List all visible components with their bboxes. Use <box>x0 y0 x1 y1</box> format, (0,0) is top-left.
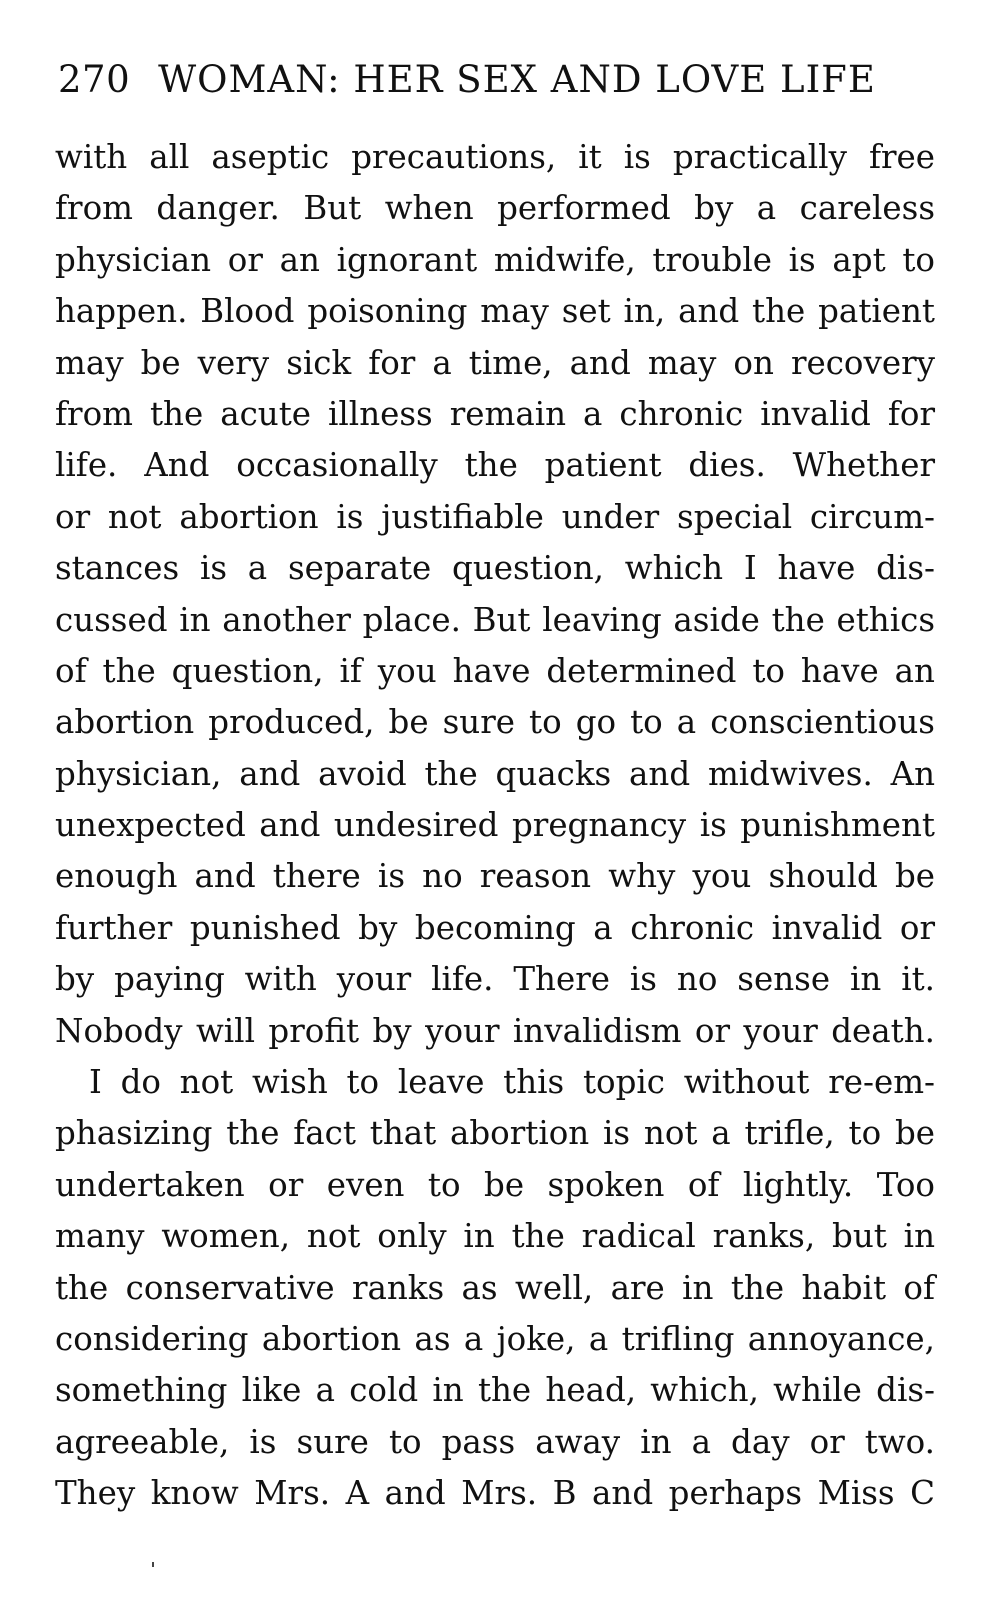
body-text <box>55 132 935 1520</box>
text-line: physician, and avoid the quacks and midwives. An <box>55 754 935 793</box>
text-line: from danger. But when performed by a careless <box>55 189 935 228</box>
paragraph-start-line: I do not wish to leave this topic without re-em- <box>89 1063 935 1102</box>
running-head <box>58 52 938 108</box>
text-line: or not abortion is justifiable under special circum- <box>55 497 935 536</box>
text-line: stances is a separate question, which I have dis- <box>55 549 935 588</box>
text-line: by paying with your life. There is no sense in it. <box>55 960 935 999</box>
text-line: cussed in another place. But leaving aside the ethics <box>55 600 935 639</box>
text-line: happen. Blood poisoning may set in, and the patient <box>55 292 935 331</box>
text-line: phasizing the fact that abortion is not a trifle, to be <box>55 1114 935 1153</box>
text-line: from the acute illness remain a chronic invalid for <box>55 394 935 433</box>
text-line: something like a cold in the head, which, while dis- <box>55 1371 935 1410</box>
page-number: 270 <box>58 58 131 101</box>
text-line: agreeable, is sure to pass away in a day or two. <box>55 1422 935 1461</box>
text-line: Nobody will profit by your invalidism or your death. <box>55 1011 935 1050</box>
text-line: further punished by becoming a chronic invalid or <box>55 908 935 947</box>
book-title: WOMAN: HER SEX AND LOVE LIFE <box>158 58 876 101</box>
text-line: They know Mrs. A and Mrs. B and perhaps Miss C <box>55 1474 935 1513</box>
text-line: abortion produced, be sure to go to a conscientious <box>55 703 935 742</box>
text-line: enough and there is no reason why you should be <box>55 857 935 896</box>
text-line: unexpected and undesired pregnancy is punishment <box>55 806 935 845</box>
text-line: may be very sick for a time, and may on recovery <box>55 343 935 382</box>
text-line: of the question, if you have determined to have an <box>55 651 935 690</box>
text-line: considering abortion as a joke, a trifling annoyance, <box>55 1319 935 1358</box>
text-line: with all aseptic precautions, it is practically free <box>55 138 935 176</box>
text-line: life. And occasionally the patient dies. Whether <box>55 446 935 485</box>
text-line: undertaken or even to be spoken of lightly. Too <box>55 1165 935 1204</box>
text-line: the conservative ranks as well, are in the habit of <box>55 1268 935 1307</box>
text-line: many women, not only in the radical ranks, but in <box>55 1217 935 1256</box>
text-line: physician or an ignorant midwife, trouble is apt to <box>55 240 935 279</box>
print-speck <box>152 1562 154 1567</box>
